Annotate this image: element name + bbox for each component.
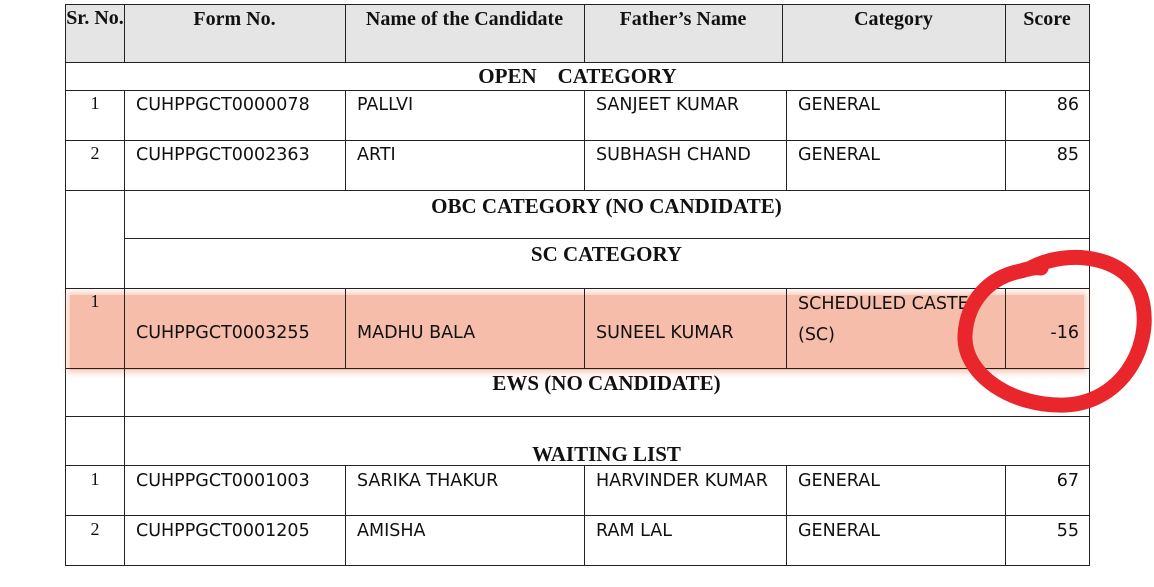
table-rule <box>584 90 585 190</box>
cell-father-name: SUBHASH CHAND <box>596 145 751 165</box>
cell-score: 67 <box>1056 471 1079 491</box>
cell-form-no: CUHPPGCT0001003 <box>136 471 310 491</box>
cell-father-name: SANJEET KUMAR <box>596 95 740 115</box>
cell-score: -16 <box>1050 323 1079 343</box>
header-candidate-name: Name of the Candidate <box>365 8 564 30</box>
table-rule <box>66 515 1089 516</box>
table-rule <box>66 140 1089 141</box>
cell-category: GENERAL <box>798 95 880 115</box>
cell-candidate-name: SARIKA THAKUR <box>357 471 499 491</box>
section-open-category: OPEN CATEGORY <box>478 64 677 88</box>
cell-sr: 2 <box>90 519 100 539</box>
cell-candidate-name: ARTI <box>357 145 396 165</box>
cell-score: 55 <box>1056 521 1079 541</box>
cell-form-no: CUHPPGCT0002363 <box>136 145 310 165</box>
cell-sr: 2 <box>90 143 100 163</box>
cell-category: GENERAL <box>798 521 880 541</box>
cell-form-no: CUHPPGCT0001205 <box>136 521 310 541</box>
table-rule <box>345 288 346 368</box>
table-rule <box>66 190 1089 191</box>
table-rule <box>124 238 1089 239</box>
table-rule <box>345 90 346 190</box>
cell-form-no: CUHPPGCT0003255 <box>136 323 310 343</box>
table-rule <box>66 62 1089 63</box>
results-table <box>65 4 1090 566</box>
table-rule <box>786 90 787 190</box>
table-rule <box>66 90 1089 91</box>
red-circle-stroke <box>965 257 1144 405</box>
section-obc-category: OBC CATEGORY (NO CANDIDATE) <box>431 194 782 218</box>
cell-father-name: SUNEEL KUMAR <box>596 323 734 343</box>
table-rule <box>66 416 1089 417</box>
cell-candidate-name: PALLVI <box>357 95 414 115</box>
cell-sr: 1 <box>90 93 100 113</box>
section-sc-category: SC CATEGORY <box>530 242 683 266</box>
table-rule <box>66 565 1089 566</box>
table-rule <box>345 465 346 565</box>
cell-score: 86 <box>1056 95 1079 115</box>
cell-form-no: CUHPPGCT0000078 <box>136 95 310 115</box>
table-rule <box>66 368 1089 369</box>
table-rule <box>584 465 585 565</box>
section-ews: EWS (NO CANDIDATE) <box>492 371 721 395</box>
table-rule <box>786 465 787 565</box>
cell-category: GENERAL <box>798 471 880 491</box>
cell-father-name: RAM LAL <box>596 521 672 541</box>
cell-father-name: HARVINDER KUMAR <box>596 471 768 491</box>
table-rule <box>66 4 1089 5</box>
table-rule <box>124 288 125 368</box>
cell-candidate-name: MADHU BALA <box>357 323 476 343</box>
red-circle-annotation <box>955 253 1154 418</box>
table-rule <box>124 465 125 565</box>
table-rule <box>786 288 787 368</box>
table-rule <box>584 288 585 368</box>
header-score: Score <box>1023 8 1071 30</box>
section-waiting-list: WAITING LIST <box>532 442 681 466</box>
cell-sr: 1 <box>90 469 100 489</box>
cell-score: 85 <box>1056 145 1079 165</box>
cell-candidate-name: AMISHA <box>357 521 426 541</box>
cell-sr: 1 <box>90 291 100 311</box>
header-category: Category <box>854 8 933 30</box>
header-form-no: Form No. <box>193 8 276 30</box>
cell-category: GENERAL <box>798 145 880 165</box>
header-father-name: Father’s Name <box>619 8 747 30</box>
cell-category: SCHEDULED CASTE (SC) <box>798 294 969 345</box>
table-rule <box>124 90 125 190</box>
header-sr-no: Sr. No. <box>66 7 124 29</box>
